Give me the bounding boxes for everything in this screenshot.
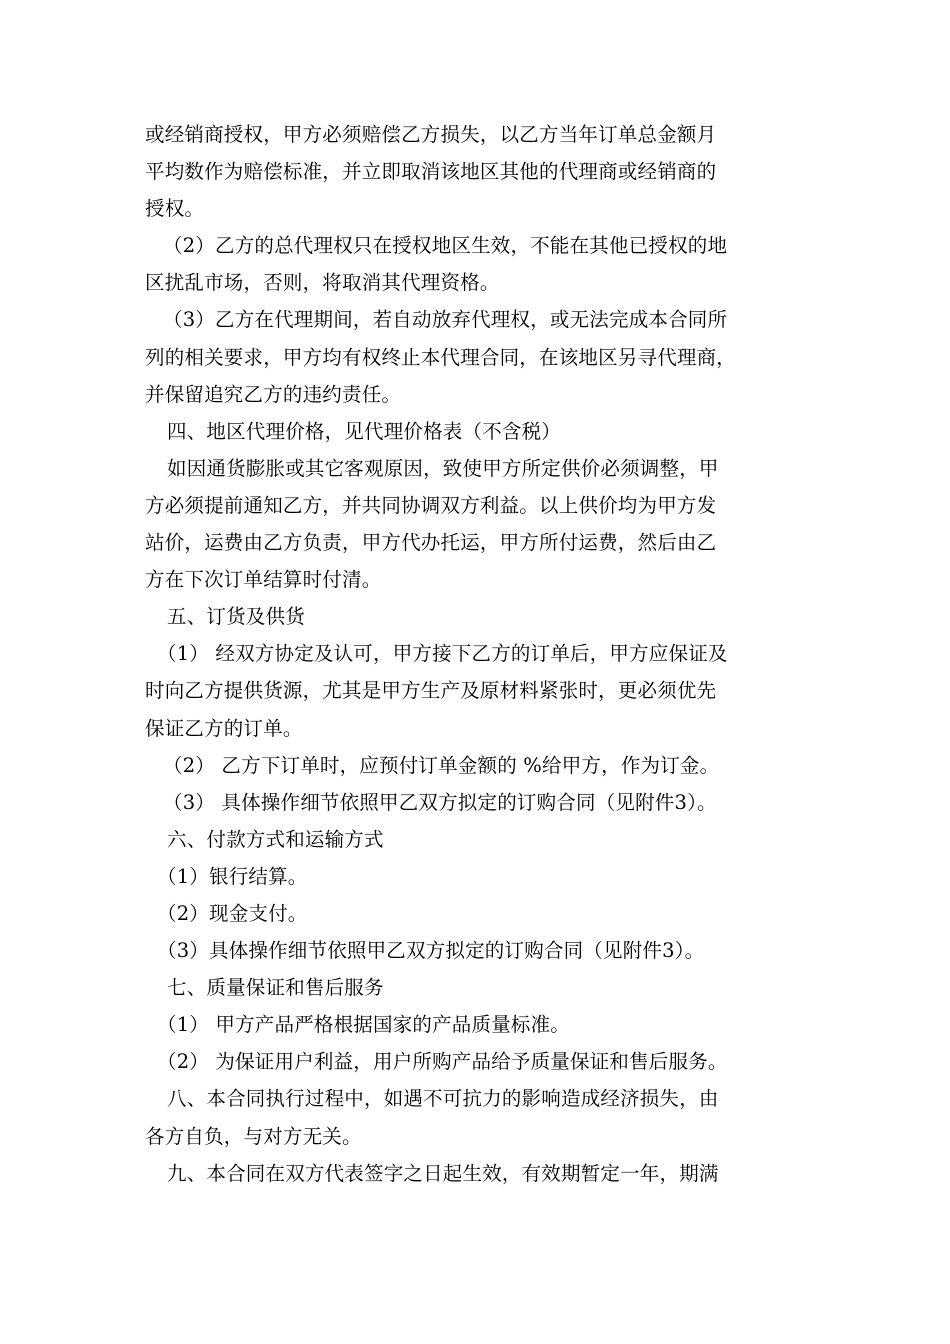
section-heading: 四、地区代理价格，见代理价格表（不含税） <box>167 419 562 443</box>
section-heading: 七、质量保证和售后服务 <box>167 976 384 1000</box>
text-line: （2）乙方的总代理权只在授权地区生效，不能在其他已授权的地 <box>163 234 728 258</box>
section-heading: 六、付款方式和运输方式 <box>167 827 384 851</box>
text-line: （3） 具体操作细节依照甲乙双方拟定的订购合同（见附件3）。 <box>163 790 717 814</box>
text-line: 授权。 <box>145 197 205 221</box>
text-line: 各方自负，与对方无关。 <box>145 1124 362 1148</box>
text-line: 或经销商授权，甲方必须赔偿乙方损失，以乙方当年订单总金额月 <box>145 123 717 146</box>
text-line: 并保留追究乙方的违约责任。 <box>145 382 402 406</box>
section-heading: 八、本合同执行过程中，如遇不可抗力的影响造成经济损失，由 <box>167 1087 719 1111</box>
text-line: （1） 甲方产品严格根据国家的产品质量标准。 <box>157 1013 571 1037</box>
text-line: （1）银行结算。 <box>157 864 308 888</box>
text-line: 方在下次订单结算时付清。 <box>145 568 382 592</box>
text-line: 列的相关要求，甲方均有权终止本代理合同，在该地区另寻代理商， <box>145 345 737 369</box>
text-line: 区扰乱市场，否则，将取消其代理资格。 <box>145 271 500 295</box>
text-line: 平均数作为赔偿标准，并立即取消该地区其他的代理商或经销商的 <box>145 160 717 184</box>
text-line: 如因通货膨胀或其它客观原因，致使甲方所定供价必须调整，甲 <box>167 456 719 480</box>
text-line: （2） 乙方下订单时，应预付订单金额的 %给甲方，作为订金。 <box>163 753 720 777</box>
text-line: （3）具体操作细节依照甲乙双方拟定的订购合同（见附件3）。 <box>157 939 705 963</box>
text-line: 方必须提前通知乙方，并共同协调双方利益。以上供价均为甲方发 <box>145 493 717 517</box>
text-line: 时向乙方提供货源，尤其是甲方生产及原材料紧张时，更必须优先 <box>145 679 717 703</box>
text-line: （2） 为保证用户利益，用户所购产品给予质量保证和售后服务。 <box>157 1050 728 1074</box>
document-body <box>145 116 825 1192</box>
section-heading: 九、本合同在双方代表签字之日起生效，有效期暂定一年，期满 <box>167 1161 719 1185</box>
text-line: （1） 经双方协定及认可，甲方接下乙方的订单后，甲方应保证及 <box>157 642 728 666</box>
text-line: 保证乙方的订单。 <box>145 716 303 740</box>
text-line: （3）乙方在代理期间，若自动放弃代理权，或无法完成本合同所 <box>163 308 728 332</box>
section-heading: 五、订货及供货 <box>167 605 305 629</box>
text-line: 站价，运费由乙方负责，甲方代办托运，甲方所付运费，然后由乙 <box>145 531 717 555</box>
text-line: （2）现金支付。 <box>157 901 308 925</box>
